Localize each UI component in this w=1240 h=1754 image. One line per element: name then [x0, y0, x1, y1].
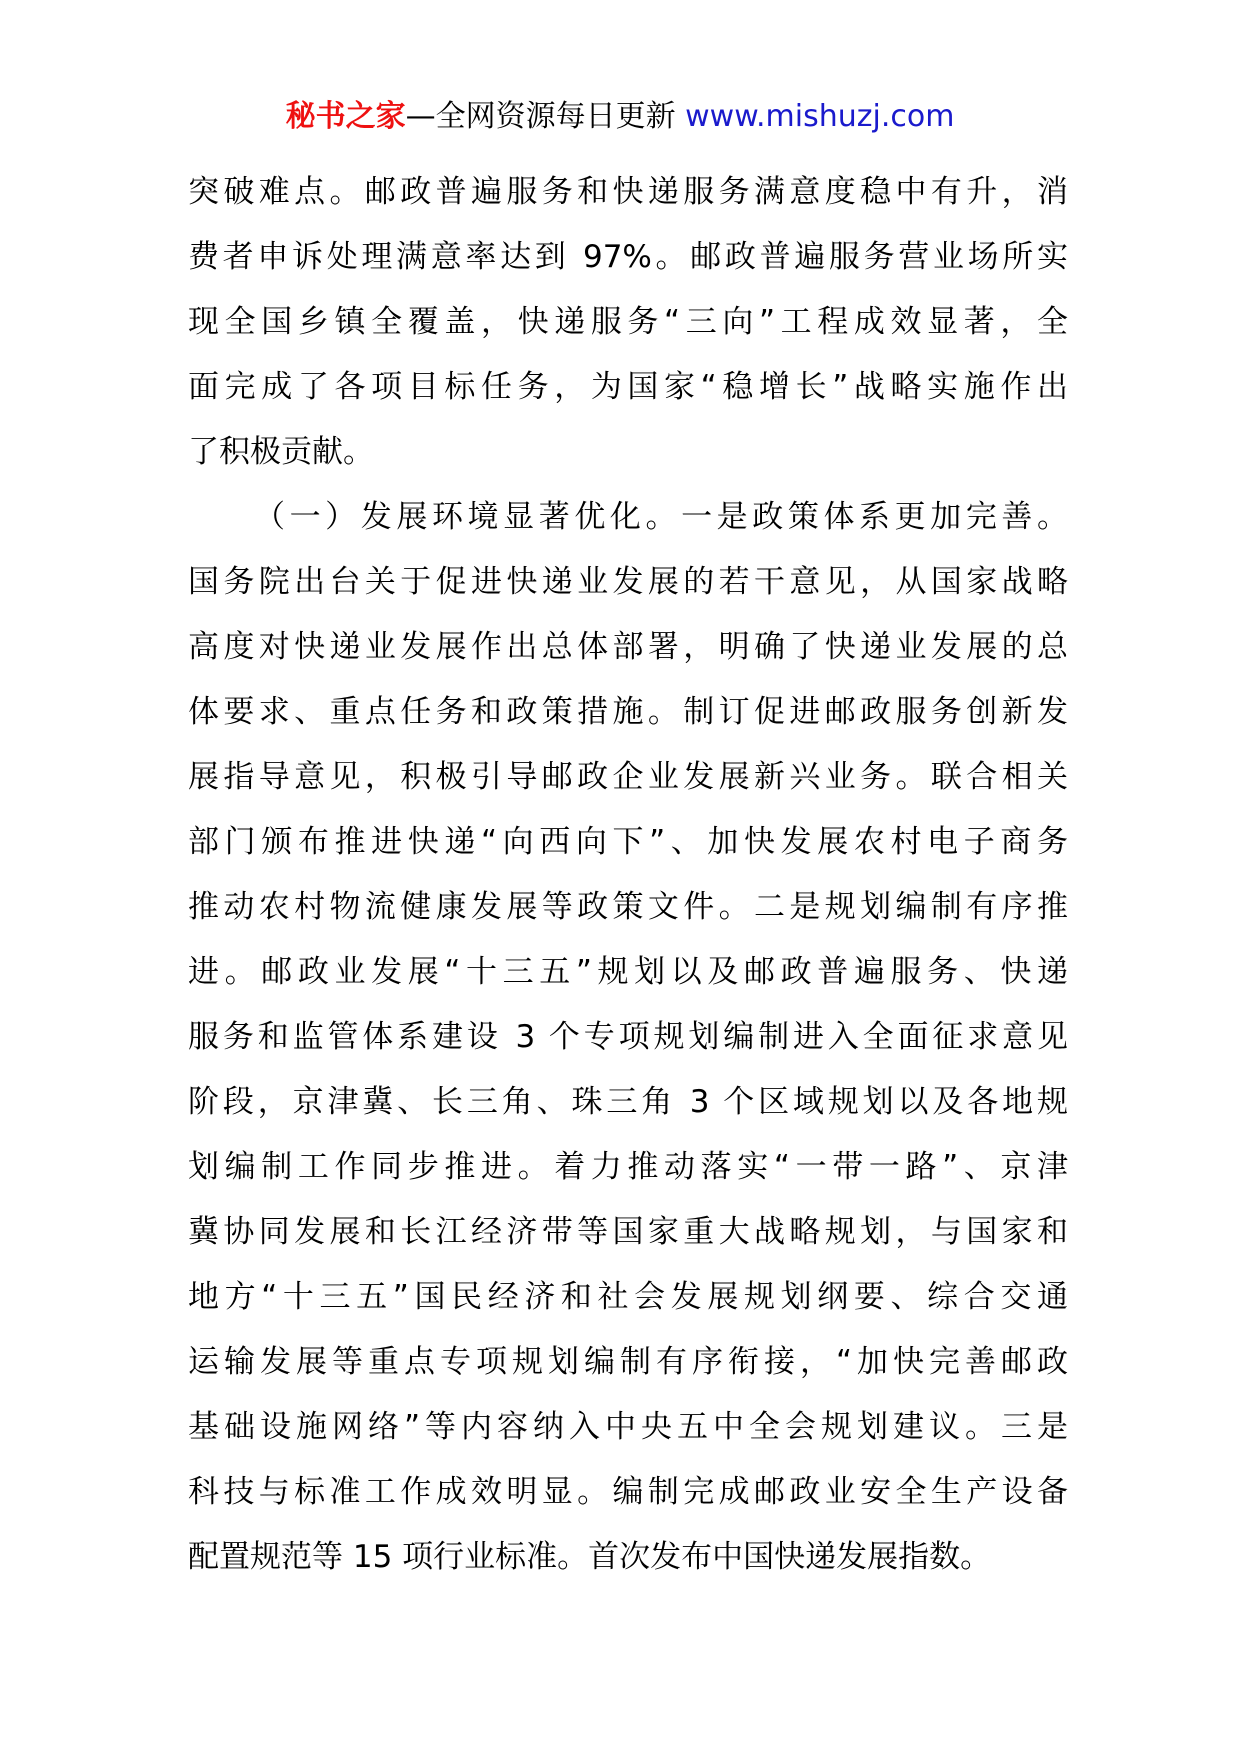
brand-name: 秘书之家 — [285, 99, 406, 134]
text-line: 基础设施网络”等内容纳入中央五中全会规划建议。三是 — [188, 1409, 1068, 1445]
text-line: 体要求、重点任务和政策措施。制订促进邮政服务创新发 — [188, 694, 1068, 730]
text-line: 配置规范等 15 项行业标准。首次发布中国快递发展指数。 — [188, 1539, 992, 1575]
text-line: 国务院出台关于促进快递业发展的若干意见，从国家战略 — [188, 564, 1068, 600]
text-line: 划编制工作同步推进。着力推动落实“一带一路”、京津 — [188, 1149, 1068, 1185]
text-line: 了积极贡献。 — [188, 434, 374, 470]
text-line: 突破难点。邮政普遍服务和快递服务满意度稳中有升，消 — [188, 174, 1068, 210]
text-line: 推动农村物流健康发展等政策文件。二是规划编制有序推 — [188, 889, 1068, 925]
text-line: 运输发展等重点专项规划编制有序衔接，“加快完善邮政 — [188, 1344, 1068, 1380]
text-line: 部门颁布推进快递“向西向下”、加快发展农村电子商务 — [188, 824, 1068, 860]
text-line: 服务和监管体系建设 3 个专项规划编制进入全面征求意见 — [188, 1019, 1068, 1055]
document-body — [188, 160, 1068, 1590]
text-line: 费者申诉处理满意率达到 97%。邮政普遍服务营业场所实 — [188, 239, 1068, 275]
text-line: 科技与标准工作成效明显。编制完成邮政业安全生产设备 — [188, 1474, 1068, 1510]
text-line: 高度对快递业发展作出总体部署，明确了快递业发展的总 — [188, 629, 1068, 665]
text-line: 冀协同发展和长江经济带等国家重大战略规划，与国家和 — [188, 1214, 1068, 1250]
text-line: 进。邮政业发展“十三五”规划以及邮政普遍服务、快递 — [188, 954, 1068, 990]
section-heading-line: （一）发展环境显著优化。一是政策体系更加完善。 — [254, 499, 1068, 535]
text-line: 阶段，京津冀、长三角、珠三角 3 个区域规划以及各地规 — [188, 1084, 1068, 1120]
site-url-link[interactable]: www.mishuzj.com — [685, 99, 955, 134]
text-line: 现全国乡镇全覆盖，快递服务“三向”工程成效显著，全 — [188, 304, 1068, 340]
text-line: 展指导意见，积极引导邮政企业发展新兴业务。联合相关 — [188, 759, 1068, 795]
text-line: 地方“十三五”国民经济和社会发展规划纲要、综合交通 — [188, 1279, 1068, 1315]
text-line: 面完成了各项目标任务，为国家“稳增长”战略实施作出 — [188, 369, 1068, 405]
header-tagline: —全网资源每日更新 — [405, 99, 676, 134]
page-header — [0, 97, 1240, 137]
